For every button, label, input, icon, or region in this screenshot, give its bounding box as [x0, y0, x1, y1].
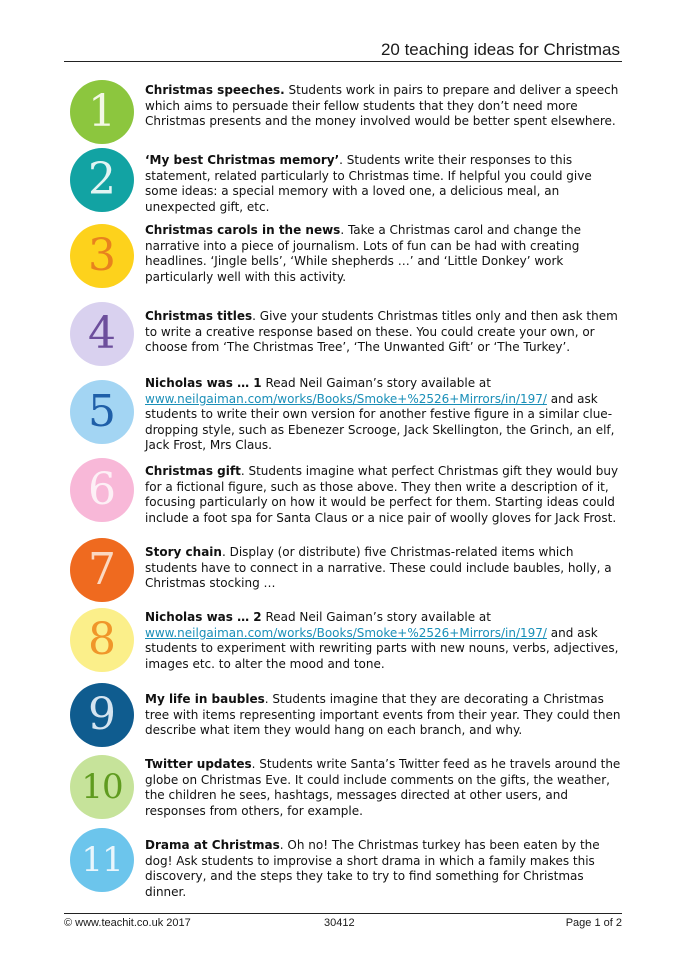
number-badge-9-digit: 9	[88, 689, 116, 740]
idea-title-10: Twitter updates	[145, 757, 252, 771]
idea-text-3	[145, 223, 621, 285]
idea-body-1: Students work in pairs to prepare and deliver a speech which aims to persuade their fellow students that they don’t need more Christmas presents and the money involved would be better spent elsewhere.	[145, 83, 619, 129]
number-badge-11-digit: 11	[81, 840, 123, 880]
footer-divider	[64, 913, 622, 914]
idea-pre-link-8: Read Neil Gaiman’s story available at	[261, 610, 491, 624]
idea-body-9: . Students imagine that they are decorating a Christmas tree with items representing important events from their year. They could then describe what item they would hang on each branch, and why.	[145, 692, 621, 738]
idea-title-11: Drama at Christmas	[145, 838, 280, 852]
number-badge-11	[70, 828, 134, 892]
idea-title-6: Christmas gift	[145, 464, 241, 478]
number-badge-3-digit: 3	[88, 230, 116, 281]
number-badge-10-digit: 10	[81, 767, 123, 807]
number-badge-4-digit: 4	[88, 308, 116, 359]
idea-body-6: . Students imagine what perfect Christmas gift they would buy for a fictional figure, such as those above. They then write a description of it, focusing particularly on how it would be perfect for them. Starting ideas could include a foot spa for Santa Claus or a nice pair of woolly gloves for Jack Frost.	[145, 464, 619, 525]
idea-text-4	[145, 309, 621, 356]
idea-text-5	[145, 376, 621, 454]
idea-title-1: Christmas speeches.	[145, 83, 285, 97]
idea-body-2: . Students write their responses to this statement, related particularly to Christmas time. If helpful you could give some ideas: a special memory with a loved one, a delicious meal, an unexpected gift, etc.	[145, 153, 592, 214]
idea-body-7: . Display (or distribute) five Christmas-related items which students have to connect in a narrative. These could include baubles, holly, a Christmas stocking …	[145, 545, 612, 591]
gaiman-story-link-2[interactable]: www.neilgaiman.com/works/Books/Smoke+%2526+Mirrors/in/197/	[145, 625, 547, 640]
idea-body-5: and ask students to write their own version for another festive figure in a similar clue-dropping style, such as Ebenezer Scrooge, Jack Skellington, the Grinch, an elf, Jack Frost, Mrs Claus.	[145, 391, 615, 453]
idea-title-5: Nicholas was … 1	[145, 376, 262, 390]
idea-body-3: . Take a Christmas carol and change the narrative into a piece of journalism. Lots of fun can be had with creating headlines. ‘Jingle bells’, ‘While shepherds …’ and ‘Little Donkey’ work particularly well with this activity.	[145, 223, 582, 284]
number-badge-2-digit: 2	[88, 154, 116, 205]
footer-copyright: © www.teachit.co.uk 2017	[64, 917, 191, 929]
idea-text-1	[145, 83, 621, 130]
idea-body-10: . Students write Santa’s Twitter feed as he travels around the globe on Christmas Eve. It could include comments on the gifts, the weather, the children he sees, hashtags, messages directed at other users, and responses from others, for example.	[145, 757, 621, 818]
idea-body-8: and ask students to experiment with rewriting parts with new nouns, verbs, adjectives, images etc. to alter the mood and tone.	[145, 625, 619, 671]
header-divider	[64, 61, 622, 62]
gaiman-story-link-1[interactable]: www.neilgaiman.com/works/Books/Smoke+%2526+Mirrors/in/197/	[145, 391, 547, 406]
idea-title-7: Story chain	[145, 545, 222, 559]
idea-title-8: Nicholas was … 2	[145, 610, 262, 624]
idea-pre-link-5: Read Neil Gaiman’s story available at	[261, 376, 491, 390]
footer-code: 30412	[324, 917, 355, 929]
number-badge-1-digit: 1	[88, 86, 116, 137]
idea-title-3: Christmas carols in the news	[145, 223, 341, 237]
number-badge-2	[70, 148, 134, 212]
idea-text-8	[145, 610, 621, 672]
number-badge-1	[70, 80, 134, 144]
idea-text-11	[145, 838, 621, 900]
footer-page-number: Page 1 of 2	[565, 917, 622, 929]
number-badge-10	[70, 755, 134, 819]
idea-text-6	[145, 464, 621, 526]
number-badge-8	[70, 608, 134, 672]
number-badge-5-digit: 5	[88, 386, 116, 437]
idea-text-7	[145, 545, 621, 592]
idea-text-10	[145, 757, 621, 819]
number-badge-9	[70, 683, 134, 747]
idea-text-9	[145, 692, 621, 739]
number-badge-6-digit: 6	[88, 464, 116, 515]
idea-body-11: . Oh no! The Christmas turkey has been eaten by the dog! Ask students to improvise a short drama in which a family makes this discovery, and the steps they take to try to find something for Christmas dinner.	[145, 838, 600, 899]
page-title: 20 teaching ideas for Christmas	[380, 40, 620, 59]
number-badge-7-digit: 7	[88, 544, 116, 595]
number-badge-3	[70, 224, 134, 288]
number-badge-8-digit: 8	[88, 614, 116, 665]
idea-title-2: ‘My best Christmas memory’	[145, 153, 340, 167]
number-badge-7	[70, 538, 134, 602]
idea-body-4: . Give your students Christmas titles only and then ask them to write a creative response based on these. You could create your own, or choose from ‘The Christmas Tree’, ‘The Unwanted Gift’ or ‘The Turkey’.	[145, 309, 618, 355]
number-badge-6	[70, 458, 134, 522]
idea-text-2	[145, 153, 621, 215]
idea-title-9: My life in baubles	[145, 692, 265, 706]
number-badge-4	[70, 302, 134, 366]
idea-title-4: Christmas titles	[145, 309, 253, 323]
number-badge-5	[70, 380, 134, 444]
